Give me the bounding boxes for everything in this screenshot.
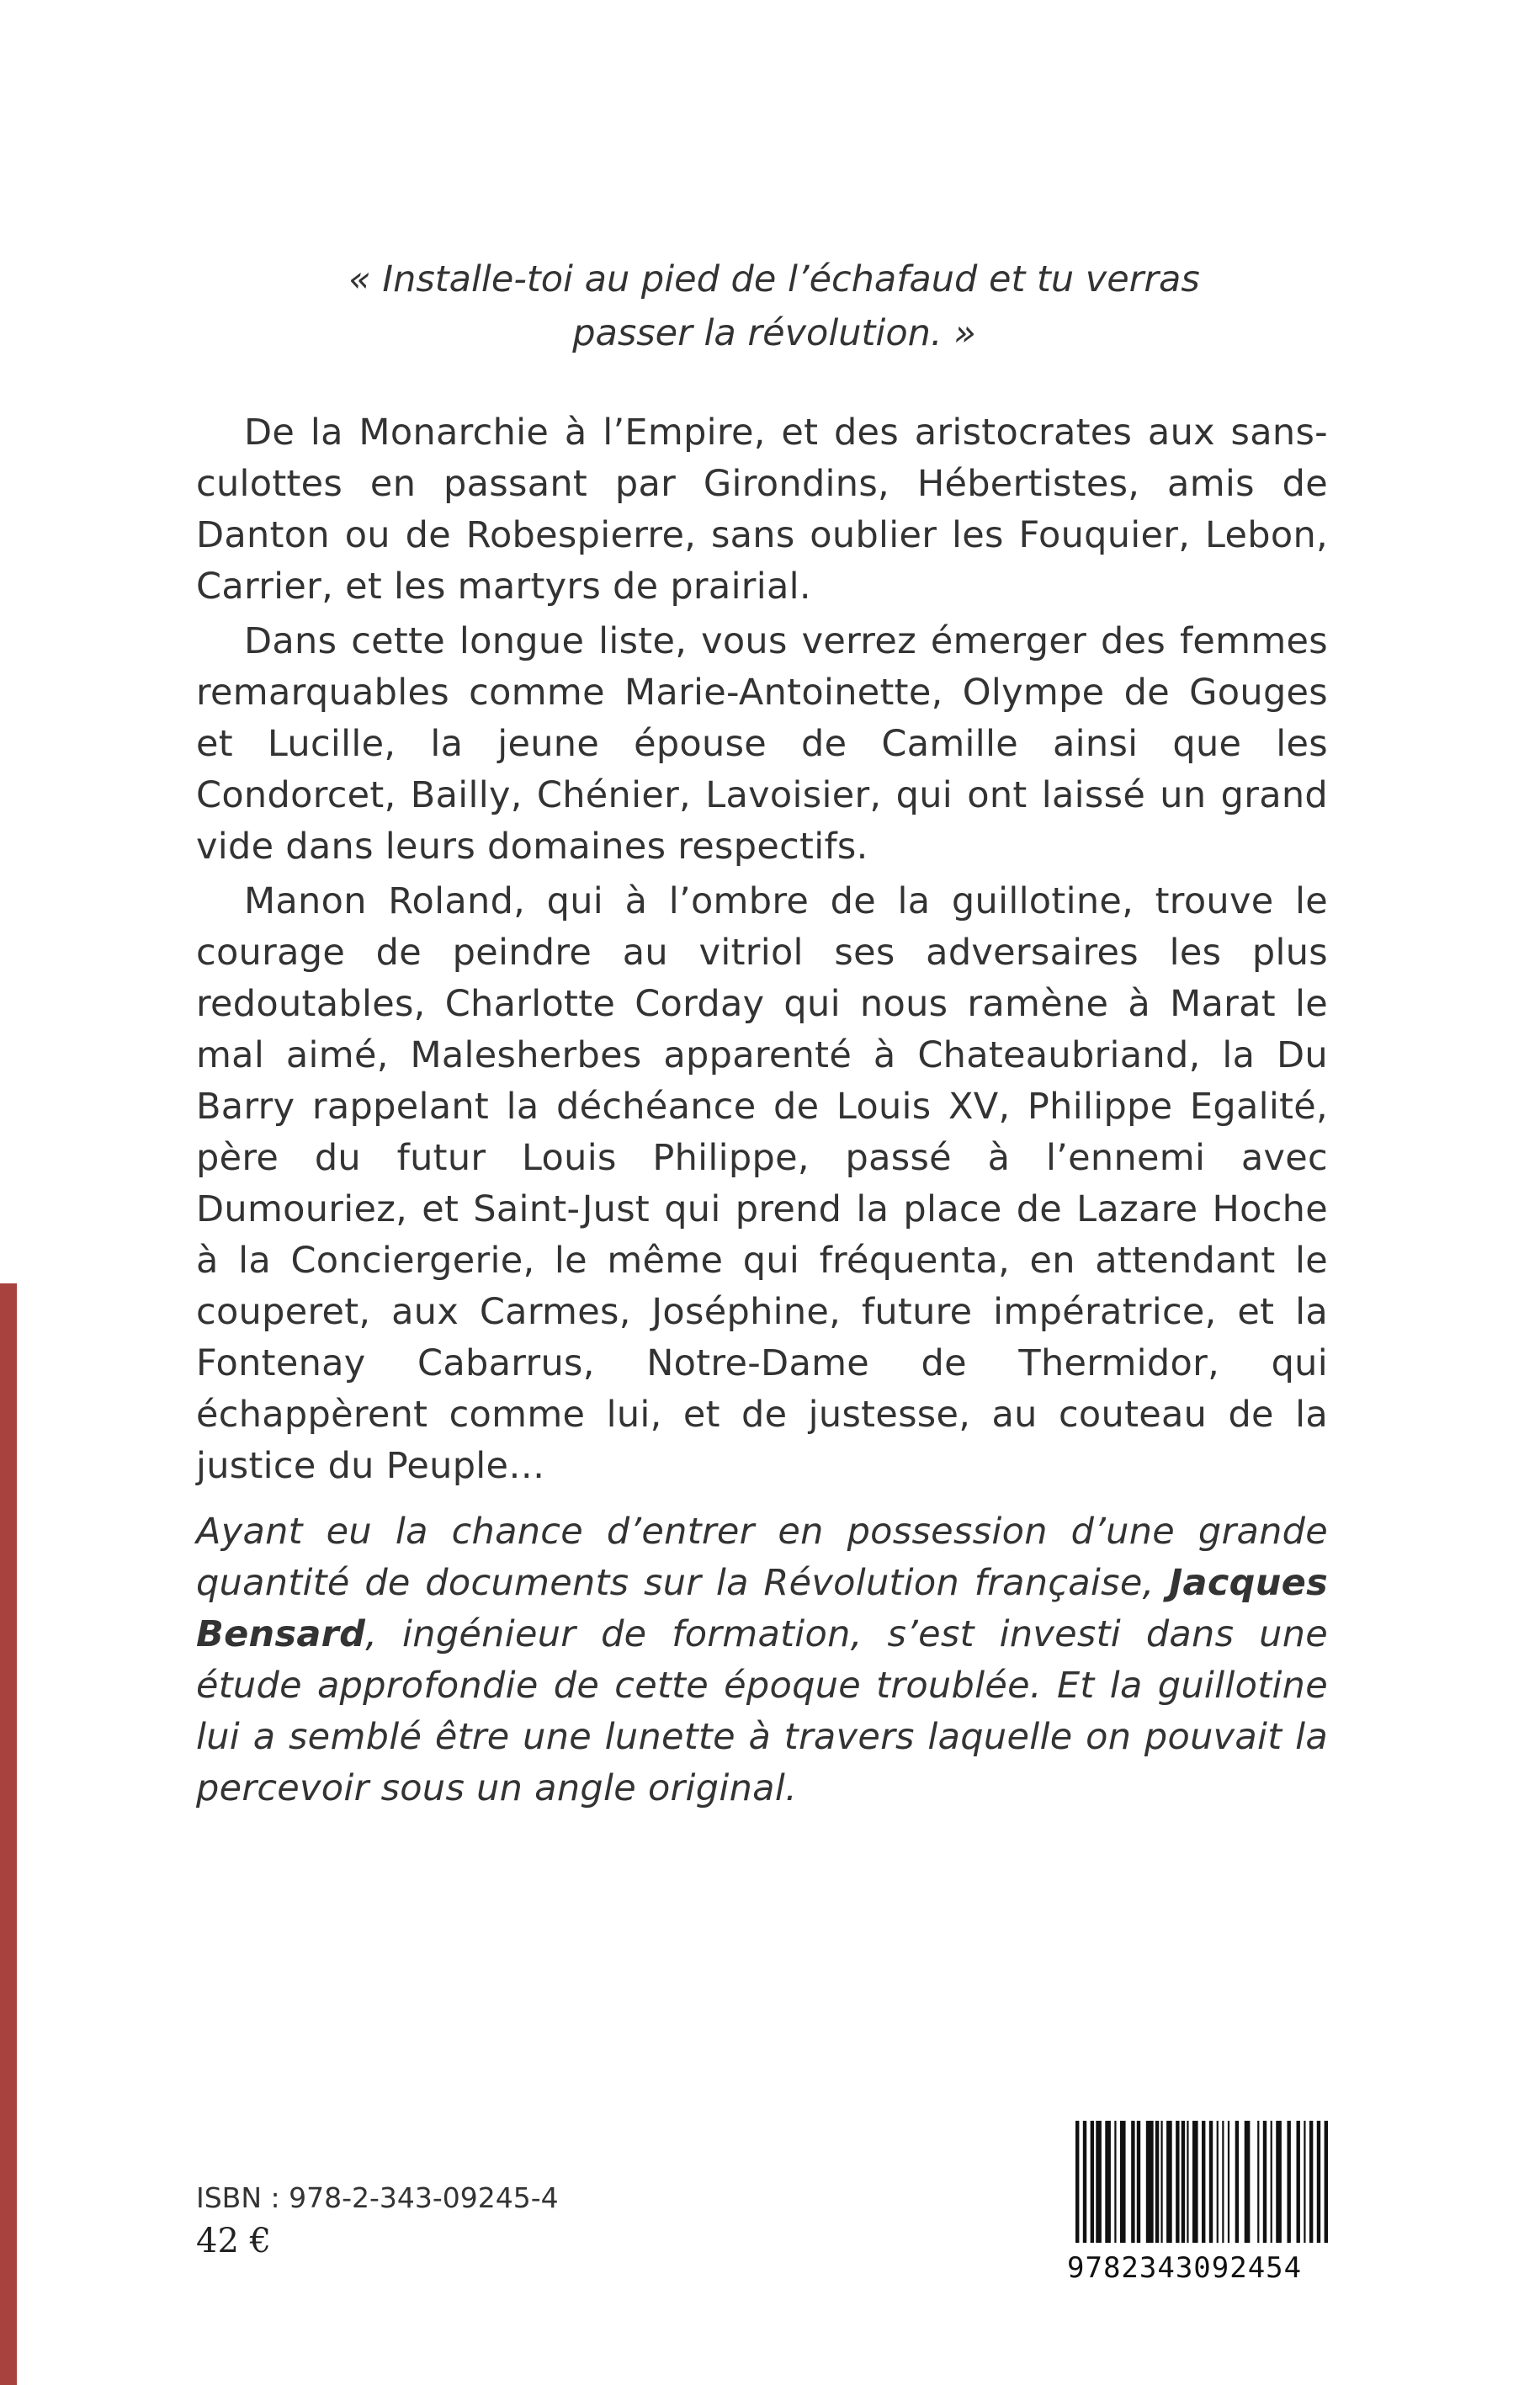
barcode-bar <box>1228 2121 1229 2243</box>
barcode-bar <box>1120 2121 1126 2243</box>
barcode-bars-icon <box>1067 2121 1336 2247</box>
barcode-bar <box>1271 2121 1272 2243</box>
barcode-bar <box>1235 2121 1239 2243</box>
barcode-bar <box>1317 2121 1320 2243</box>
barcode-bar <box>1325 2121 1328 2243</box>
barcode-digits: 9782343092454 <box>1067 2251 1303 2285</box>
barcode-bar <box>1096 2121 1102 2243</box>
barcode-bar <box>1182 2121 1185 2243</box>
barcode-bar <box>1131 2121 1134 2243</box>
summary-text <box>196 407 1328 1495</box>
barcode-bar <box>1257 2121 1259 2243</box>
barcode-bar <box>1287 2121 1290 2243</box>
barcode-bar <box>1297 2121 1300 2243</box>
barcode-bar <box>1263 2121 1267 2243</box>
barcode-bar <box>1304 2121 1305 2243</box>
barcode-bar <box>1176 2121 1179 2243</box>
barcode-bar <box>1209 2121 1213 2243</box>
summary-paragraph-2: Dans cette longue liste, vous verrez émerger des femmes remarquables comme Marie-Antoinette, Olympe de Gouges et Lucille, la jeune épouse de Camille ainsi que les Condorcet, Bailly, Chénier, Lavoisier, qui ont laissé un grand vide dans leurs domaines respectifs. <box>196 620 1328 868</box>
barcode <box>1067 2121 1336 2297</box>
epigraph-line-2: passer la révolution. » <box>572 312 976 354</box>
author-bio <box>196 1506 1328 1814</box>
barcode-bar <box>1309 2121 1313 2243</box>
barcode-bar <box>1222 2121 1224 2243</box>
barcode-bar <box>1146 2121 1154 2243</box>
price-label: 42 € <box>196 2222 272 2260</box>
spine-color-bar <box>0 1283 17 2385</box>
author-bio-intro: Ayant eu la chance d’entrer en possession d’une grande quantité de documents sur la Révolution française, <box>196 1511 1328 1604</box>
barcode-bar <box>1075 2121 1079 2243</box>
barcode-bar <box>1083 2121 1086 2243</box>
barcode-bar <box>1192 2121 1198 2243</box>
barcode-bar <box>1105 2121 1111 2243</box>
barcode-bar <box>1187 2121 1188 2243</box>
epigraph-quote <box>303 252 1245 360</box>
isbn-label: ISBN : 978-2-343-09245-4 <box>196 2181 559 2214</box>
barcode-bar <box>1114 2121 1116 2243</box>
summary-paragraph-1: De la Monarchie à l’Empire, et des aristocrates aux sans-culottes en passant par Girondins, Hébertistes, amis de Danton ou de Robespierre, sans oublier les Fouquier, Lebon, Carrier, et les martyrs de prairial. <box>196 412 1328 608</box>
author-bio-rest: , ingénieur de formation, s’est investi dans une étude approfondie de cette époque troublée. Et la guillotine lui a semblé être une lunette à travers laquelle on pouvait la percevoir sous un angle original. <box>196 1613 1328 1809</box>
barcode-bar <box>1202 2121 1205 2243</box>
author-name: Jacques Bensard <box>196 1562 1328 1655</box>
barcode-bar <box>1217 2121 1219 2243</box>
barcode-bar <box>1160 2121 1162 2243</box>
barcode-bar <box>1276 2121 1282 2243</box>
barcode-bar <box>1155 2121 1159 2243</box>
summary-paragraph-3: Manon Roland, qui à l’ombre de la guillotine, trouve le courage de peindre au vitriol ses adversaires les plus redoutables, Charlotte Corday qui nous ramène à Marat le mal aimé, Malesherbes apparenté à Chateaubriand, la Du Barry rappelant la déchéance de Louis XV, Philippe Egalité, père du futur Louis Philippe, passé à l’ennemi avec Dumouriez, et Saint-Just qui prend la place de Lazare Hoche à la Conciergerie, le même qui fréquenta, en attendant le couperet, aux Carmes, Joséphine, future impératrice, et la Fontenay Cabarrus, Notre-Dame de Thermidor, qui échappèrent comme lui, et de justesse, au couteau de la justice du Peuple… <box>196 880 1328 1487</box>
barcode-bar <box>1137 2121 1140 2243</box>
epigraph-line-1: « Installe-toi au pied de l’échafaud et tu verras <box>348 258 1200 300</box>
barcode-bar <box>1166 2121 1172 2243</box>
barcode-bar <box>1091 2121 1094 2243</box>
barcode-bar <box>1245 2121 1251 2243</box>
